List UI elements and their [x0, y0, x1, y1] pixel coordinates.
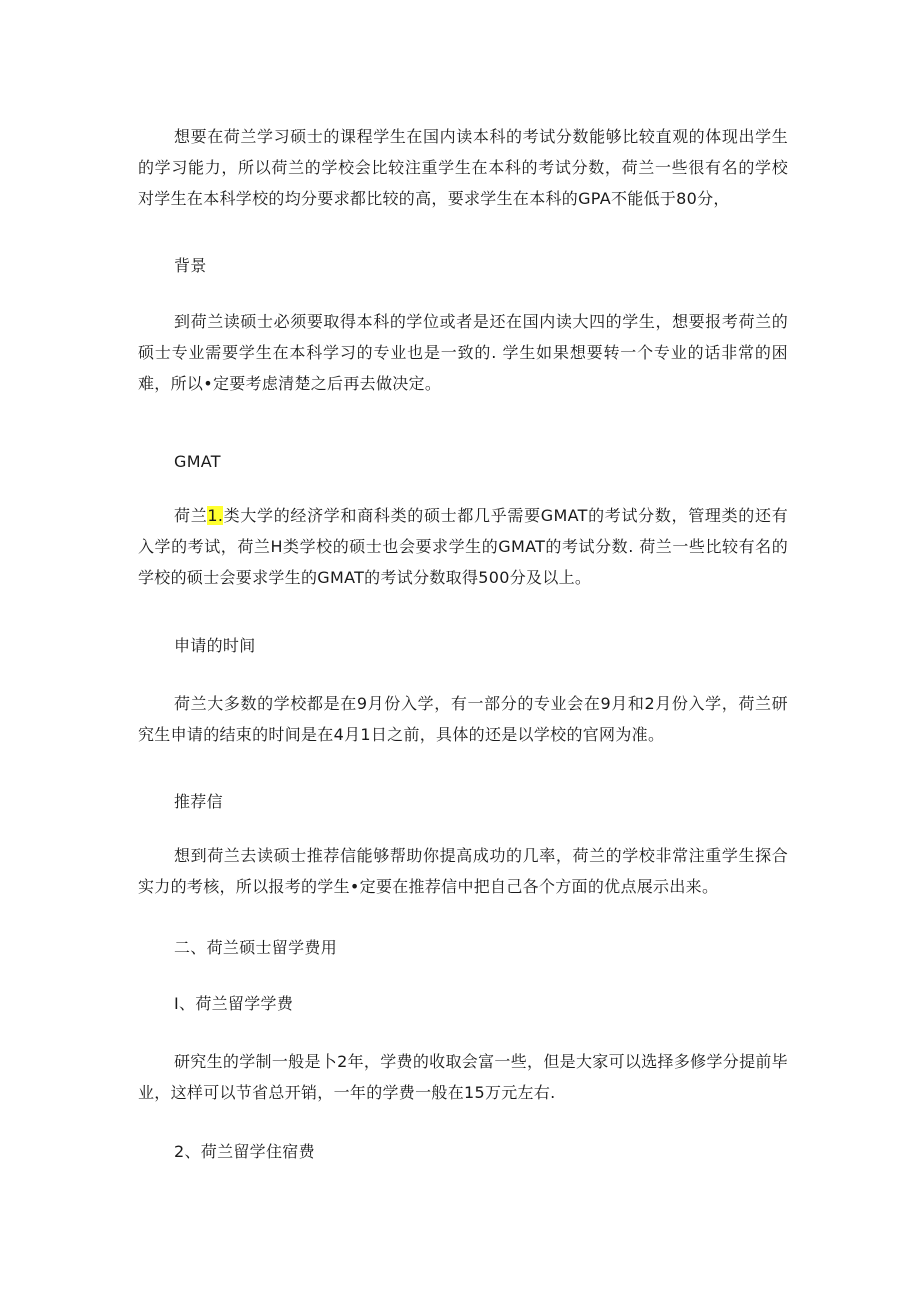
heading-application-time: 申请的时间: [174, 636, 256, 655]
paragraph-gpa-requirement: 想要在荷兰学习硕士的课程学生在国内读本科的考试分数能够比较直观的体现出学生的学习能力，所以荷兰的学校会比较注重学生在本科的考试分数，荷兰一些很有名的学校对学生在本科学校的均分要求都比较的高，要求学生在本科的GPA不能低于80分，: [138, 127, 788, 208]
highlighted-number: 1.: [207, 506, 224, 525]
heading-tuition: I、荷兰留学学费: [174, 994, 294, 1013]
paragraph-tuition: 研究生的学制一般是卜2年，学费的收取会富一些，但是大家可以选择多修学分提前毕业，这样可以节省总开销，一年的学费一般在15万元左右.: [138, 1052, 788, 1102]
heading-gmat: GMAT: [174, 452, 221, 471]
paragraph-application-time: 荷兰大多数的学校都是在9月份入学，有一部分的专业会在9月和2月份入学，荷兰研究生申请的结束的时间是在4月1日之前，具体的还是以学校的官网为准。: [138, 694, 788, 744]
heading-recommendation-letter: 推荐信: [174, 792, 223, 811]
paragraph-gmat: [138, 500, 788, 593]
paragraph-gmat-rest: 类大学的经济学和商科类的硕士都几乎需要GMAT的考试分数，管理类的还有入学的考试，荷兰H类学校的硕士也会要求学生的GMAT的考试分数. 荷兰一些比较有名的学校的硕士会要求学生的GMAT的考试分数取得500分及以上。: [138, 506, 788, 587]
heading-background: 背景: [174, 256, 207, 275]
paragraph-recommendation-letter: 想到荷兰去读硕士推荐信能够帮助你提高成功的几率，荷兰的学校非常注重学生探合实力的考核，所以报考的学生•定要在推荐信中把自己各个方面的优点展示出来。: [138, 846, 788, 896]
heading-study-costs: 二、荷兰硕士留学费用: [174, 938, 338, 957]
heading-housing: 2、荷兰留学住宿费: [174, 1142, 315, 1161]
paragraph-gmat-start: 荷兰: [174, 506, 208, 525]
paragraph-background: 到荷兰读硕士必须要取得本科的学位或者是还在国内读大四的学生，想要报考荷兰的硕士专业需要学生在本科学习的专业也是一致的. 学生如果想要转一个专业的话非常的困难，所以•定要考虑清楚之后再去做决定。: [138, 312, 788, 393]
